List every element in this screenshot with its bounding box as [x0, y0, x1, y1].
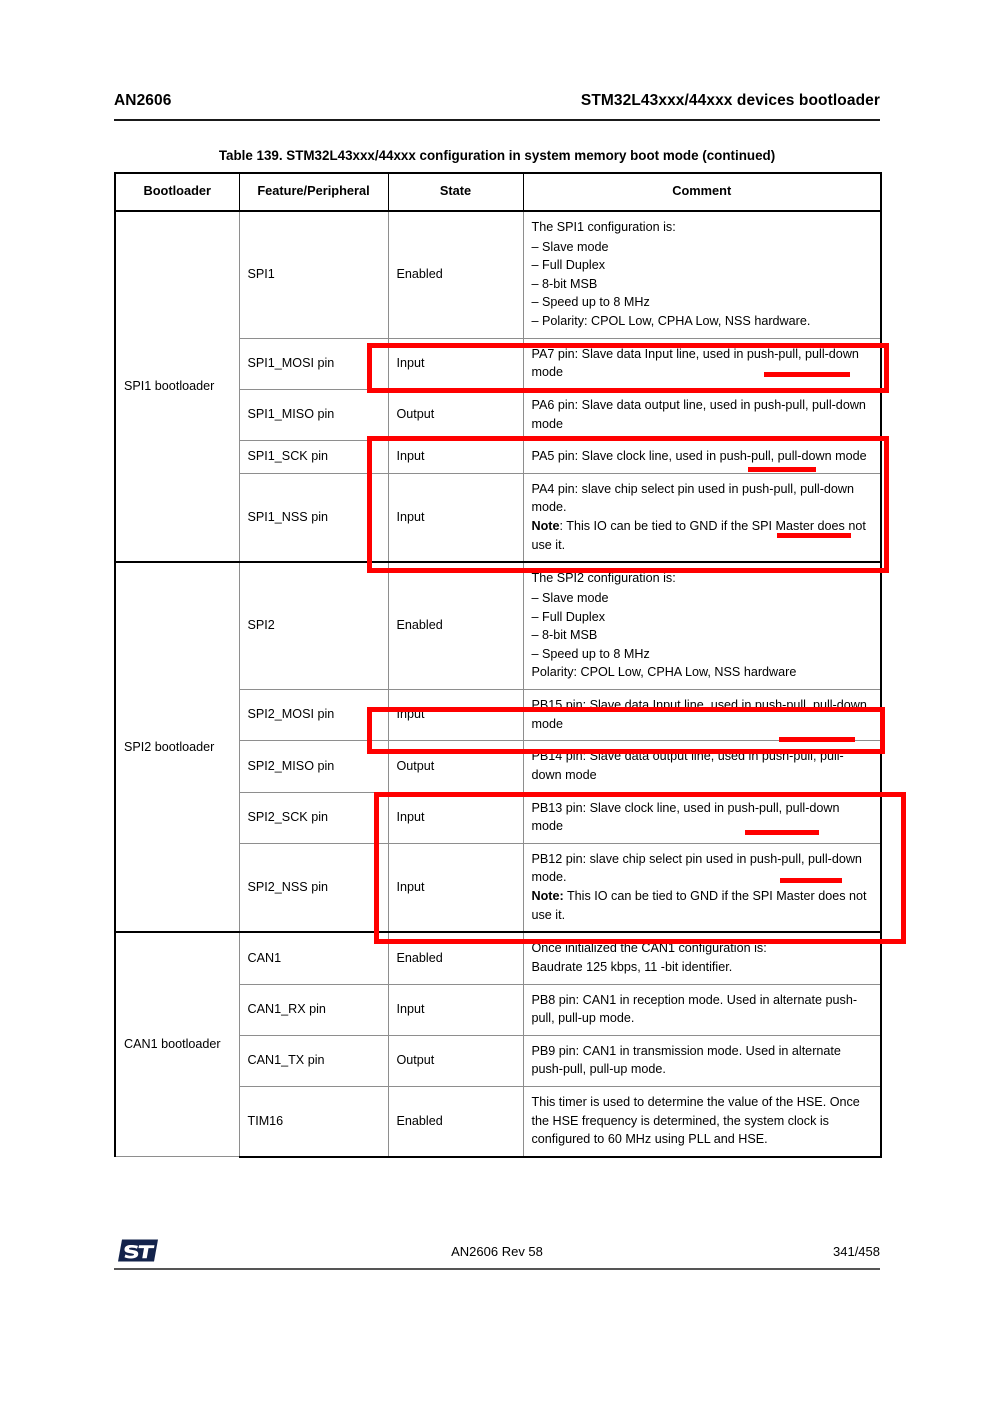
comment-bullet: – 8-bit MSB [531, 276, 598, 291]
feature-cell: CAN1_RX pin [239, 984, 388, 1035]
comment-bullet: – 8-bit MSB [531, 628, 598, 643]
page-header [114, 92, 880, 110]
feature-cell: SPI2 [239, 562, 388, 689]
comment-cell: PA5 pin: Slave clock line, used in push-pull, pull-down mode [523, 441, 881, 474]
comment-cell [523, 473, 881, 562]
table-row [115, 562, 881, 689]
state-cell: Input [388, 473, 523, 562]
comment-bullet: – Slave mode [531, 590, 609, 605]
state-cell: Input [388, 690, 523, 741]
table-row [115, 932, 881, 984]
state-cell: Enabled [388, 932, 523, 984]
comment-cell [523, 562, 881, 689]
comment-cell: PB14 pin: Slave data output line, used in push-pull, pull-down mode [523, 741, 881, 792]
comment-note [532, 887, 873, 924]
comment-cell [523, 843, 881, 932]
note-text: : This IO can be tied to GND if the SPI Master does not use it. [531, 519, 866, 552]
comment-cell [523, 211, 881, 338]
page-footer [114, 1236, 880, 1266]
column-header-comment: Comment [523, 173, 881, 211]
feature-cell: SPI1_SCK pin [239, 441, 388, 474]
group-label-spi2: SPI2 bootloader [115, 562, 239, 932]
note-label: Note: [531, 889, 564, 904]
state-cell: Enabled [388, 1087, 523, 1157]
note-text: This IO can be tied to GND if the SPI Master does not use it. [531, 889, 867, 922]
comment-bullet: – Full Duplex [531, 258, 605, 273]
header-doc-id: AN2606 [114, 92, 172, 109]
state-cell: Output [388, 1035, 523, 1086]
feature-cell: SPI2_NSS pin [239, 843, 388, 932]
state-cell: Enabled [388, 211, 523, 338]
comment-cell: PB15 pin: Slave data Input line, used in push-pull, pull-down mode [523, 690, 881, 741]
comment-cell [523, 932, 881, 984]
footer-doc-rev: AN2606 Rev 58 [451, 1243, 543, 1259]
comment-bullet: – Full Duplex [531, 609, 605, 624]
column-header-state: State [388, 173, 523, 211]
comment-bullet: – Speed up to 8 MHz [531, 295, 650, 310]
feature-cell: TIM16 [239, 1087, 388, 1157]
state-cell: Input [388, 338, 523, 389]
state-cell: Input [388, 984, 523, 1035]
header-divider [114, 119, 880, 121]
comment-cell: PA7 pin: Slave data Input line, used in push-pull, pull-down mode [523, 338, 881, 389]
comment-text: PB12 pin: slave chip select pin used in push-pull, pull-down mode. [531, 851, 862, 885]
feature-cell: CAN1 [239, 932, 388, 984]
state-cell: Enabled [388, 562, 523, 689]
table-caption: Table 139. STM32L43xxx/44xxx configuration in system memory boot mode (continued) [218, 148, 776, 163]
state-cell: Input [388, 792, 523, 843]
feature-cell: SPI2_MOSI pin [239, 690, 388, 741]
comment-cell: PA6 pin: Slave data output line, used in push-pull, pull-down mode [523, 389, 881, 440]
state-cell: Output [388, 741, 523, 792]
feature-cell: SPI1_MOSI pin [239, 338, 388, 389]
note-label: Note [531, 519, 560, 534]
comment-tail: Polarity: CPOL Low, CPHA Low, NSS hardware [531, 665, 797, 680]
comment-bullet: – Slave mode [531, 239, 609, 254]
column-header-feature: Feature/Peripheral [239, 173, 388, 211]
feature-cell: SPI2_MISO pin [239, 741, 388, 792]
group-label-spi1: SPI1 bootloader [115, 211, 239, 562]
comment-bullet: – Speed up to 8 MHz [531, 646, 650, 661]
table-body [115, 211, 881, 1157]
footer-page-number: 341/458 [833, 1243, 880, 1259]
state-cell: Input [388, 843, 523, 932]
comment-text: PA4 pin: slave chip select pin used in push-pull, pull-down mode. [531, 481, 854, 515]
configuration-table [114, 172, 882, 1158]
comment-cell: PB13 pin: Slave clock line, used in push-pull, pull-down mode [523, 792, 881, 843]
comment-cell: This timer is used to determine the value of the HSE. Once the HSE frequency is determined, the system clock is configured to 60 MHz using PLL and HSE. [523, 1087, 881, 1157]
footer-divider [114, 1268, 880, 1270]
comment-note [532, 517, 873, 554]
state-cell: Output [388, 389, 523, 440]
comment-cell: PB8 pin: CAN1 in reception mode. Used in alternate push-pull, pull-up mode. [523, 984, 881, 1035]
comment-heading: The SPI1 configuration is: [531, 219, 676, 234]
column-header-bootloader: Bootloader [115, 173, 239, 211]
feature-cell: SPI2_SCK pin [239, 792, 388, 843]
table-row [115, 211, 881, 338]
comment-bullet: – Polarity: CPOL Low, CPHA Low, NSS hardware. [531, 314, 811, 329]
state-cell: Input [388, 441, 523, 474]
feature-cell: SPI1 [239, 211, 388, 338]
feature-cell: SPI1_MISO pin [239, 389, 388, 440]
comment-cell: PB9 pin: CAN1 in transmission mode. Used in alternate push-pull, pull-up mode. [523, 1035, 881, 1086]
feature-cell: CAN1_TX pin [239, 1035, 388, 1086]
table-header-row [115, 173, 881, 211]
group-label-can1: CAN1 bootloader [115, 932, 239, 1157]
comment-text: Baudrate 125 kbps, 11 -bit identifier. [531, 959, 733, 974]
comment-text: Once initialized the CAN1 configuration is: [531, 941, 767, 956]
feature-cell: SPI1_NSS pin [239, 473, 388, 562]
table-container [114, 172, 880, 1158]
comment-heading: The SPI2 configuration is: [531, 571, 676, 586]
header-title: STM32L43xxx/44xxx devices bootloader [580, 92, 880, 109]
